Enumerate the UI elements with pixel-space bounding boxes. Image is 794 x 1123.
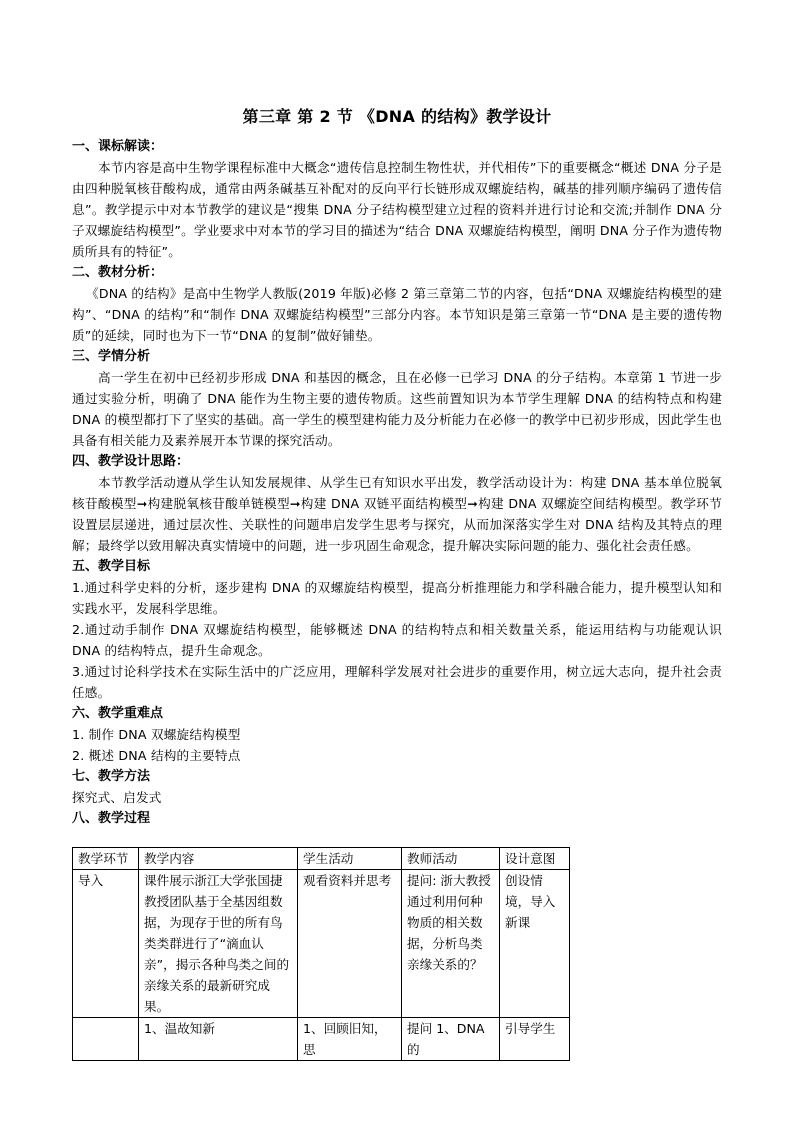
objective-item: 1.通过科学史料的分析，逐步建构 DNA 的双螺旋结构模型，提高分析推理能力和学科融合能力，提升模型认知和实践水平，发展科学思维。 <box>72 580 722 616</box>
section-heading: 一、课标解读： <box>72 139 164 154</box>
section-paragraph: 《DNA 的结构》是高中生物学人教版(2019 年版)必修 2 第三章第二节的内容，包括“DNA 双螺旋结构模型的建构”、“DNA 的结构”和“制作 DNA 双螺旋结构模型”三部分内容。本节知识是第三章第一节“DNA 是主要的遗传物质”的延续，同时也为下一节“DNA 的复制”做好铺垫。 <box>72 286 722 343</box>
table-cell: 提问: 浙大教授通过利用何种物质的相关数据，分析鸟类亲缘关系的？ <box>402 870 500 1018</box>
section-heading: 七、教学方法 <box>72 769 151 784</box>
table-row <box>73 870 570 1018</box>
table-cell: 1、温故知新 <box>139 1018 298 1061</box>
table-cell: 观看资料并思考 <box>298 870 402 1018</box>
table-row <box>73 1018 570 1061</box>
table-cell: 创设情境，导入新课 <box>500 870 570 1018</box>
table-header-cell: 教学内容 <box>139 848 298 870</box>
section-paragraph: 探究式、启发式 <box>72 790 162 805</box>
section-heading: 三、学情分析 <box>72 349 151 364</box>
table-header-cell: 学生活动 <box>298 848 402 870</box>
document-body <box>72 136 722 829</box>
table-header-cell: 教师活动 <box>402 848 500 870</box>
section-heading: 二、教材分析： <box>72 265 164 280</box>
section-paragraph: 高一学生在初中已经初步形成 DNA 和基因的概念，且在必修一已学习 DNA 的分子结构。本章第 1 节进一步通过实验分析，明确了 DNA 能作为生物主要的遗传物质。这些前置知识为本节学生理解 DNA 的结构特点和构建 DNA 的模型都打下了坚实的基础。高一学生的模型建构能力及分析能力在必修一的教学中已初步形成，因此学生也具备有相关能力及素养展开本节课的探究活动。 <box>72 370 722 448</box>
section-paragraph: 本节内容是高中生物学课程标准中大概念“遗传信息控制生物性状，并代相传”下的重要概念“概述 DNA 分子是由四种脱氧核苷酸构成，通常由两条碱基互补配对的反向平行长链形成双螺旋结构，碱基的排列顺序编码了遗传信息”。教学提示中对本节教学的建议是“搜集 DNA 分子结构模型建立过程的资料并进行讨论和交流;并制作 DNA 分子双螺旋结构模型”。学业要求中对本节的学习目的描述为“结合 DNA 双螺旋结构模型，阐明 DNA 分子作为遗传物质所具有的特征”。 <box>72 160 722 259</box>
key-point-item: 1. 制作 DNA 双螺旋结构模型 <box>72 727 241 742</box>
table-cell: 引导学生 <box>500 1018 570 1061</box>
objective-item: 3.通过讨论科学技术在实际生活中的广泛应用，理解科学发展对社会进步的重要作用，树立远大志向，提升社会责任感。 <box>72 664 722 700</box>
table-cell: 课件展示浙江大学张国捷教授团队基于全基因组数据，为现存于世的所有鸟类类群进行了“滴血认亲”，揭示各种鸟类之间的亲缘关系的最新研究成果。 <box>139 870 298 1018</box>
table-cell: 提问 1、DNA 的 <box>402 1018 500 1061</box>
objective-item: 2.通过动手制作 DNA 双螺旋结构模型，能够概述 DNA 的结构特点和相关数量关系，能运用结构与功能观认识 DNA 的结构特点，提升生命观念。 <box>72 622 722 658</box>
section-heading: 四、教学设计思路： <box>72 454 190 469</box>
table-header-cell: 教学环节 <box>73 848 139 870</box>
section-heading: 六、教学重难点 <box>72 706 164 721</box>
table-header-row <box>73 848 570 870</box>
teaching-process-table <box>72 847 570 1061</box>
table-cell: 1、回顾旧知，思 <box>298 1018 402 1061</box>
table-header-cell: 设计意图 <box>500 848 570 870</box>
section-heading: 五、教学目标 <box>72 559 151 574</box>
section-heading: 八、教学过程 <box>72 811 151 826</box>
section-paragraph: 本节教学活动遵从学生认知发展规律、从学生已有知识水平出发，教学活动设计为：构建 DNA 基本单位脱氧核苷酸模型➞构建脱氧核苷酸单链模型➞构建 DNA 双链平面结构模型➞构建 DNA 双螺旋空间结构模型。教学环节设置层层递进，通过层次性、关联性的问题串启发学生思考与探究，从而加深落实学生对 DNA 结构及其特点的理解；最终学以致用解决真实情境中的问题，进一步巩固生命观念，提升解决实际问题的能力、强化社会责任感。 <box>72 475 722 553</box>
document-title: 第三章 第 2 节 《DNA 的结构》教学设计 <box>242 107 552 126</box>
key-point-item: 2. 概述 DNA 结构的主要特点 <box>72 748 241 763</box>
table-cell: 导入 <box>73 870 139 1018</box>
table-cell <box>73 1018 139 1061</box>
